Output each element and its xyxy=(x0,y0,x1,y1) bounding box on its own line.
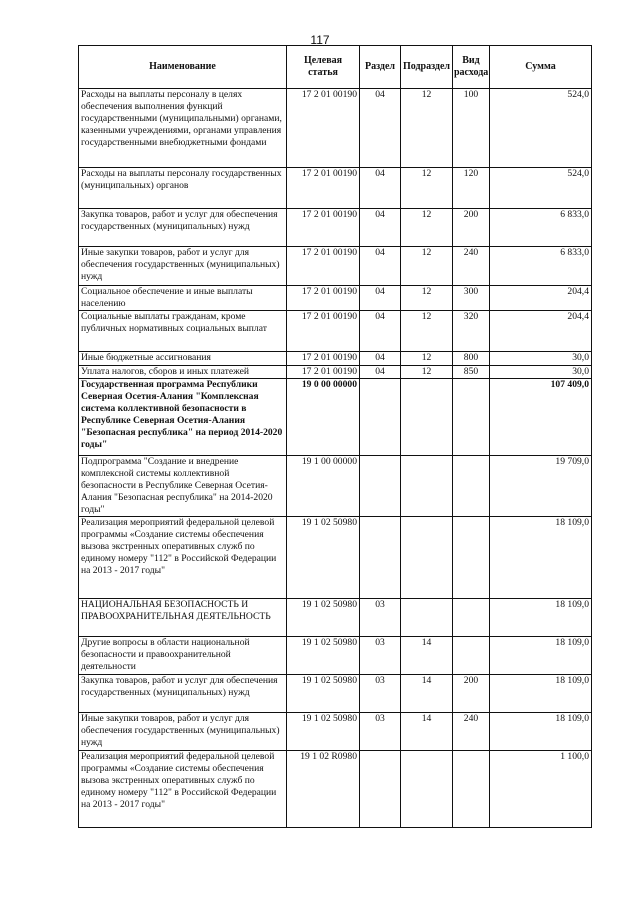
row-amount: 107 409,0 xyxy=(490,379,592,456)
header-sum: Сумма xyxy=(490,46,592,89)
row-section: 03 xyxy=(360,675,401,713)
row-amount: 6 833,0 xyxy=(490,209,592,247)
row-target-article: 17 2 01 00190 xyxy=(287,247,360,286)
row-subsection: 12 xyxy=(401,286,453,311)
row-expense-type: 850 xyxy=(453,366,490,379)
row-section xyxy=(360,379,401,456)
row-section: 04 xyxy=(360,352,401,366)
table-row xyxy=(79,209,592,247)
row-target-article: 17 2 01 00190 xyxy=(287,366,360,379)
row-subsection: 12 xyxy=(401,247,453,286)
header-name: Наименование xyxy=(79,46,287,89)
row-amount: 18 109,0 xyxy=(490,713,592,751)
row-name: Закупка товаров, работ и услуг для обеспечения государственных (муниципальных) нужд xyxy=(79,675,287,713)
row-target-article: 19 1 00 00000 xyxy=(287,456,360,517)
row-expense-type: 800 xyxy=(453,352,490,366)
row-section: 04 xyxy=(360,89,401,168)
row-target-article: 19 1 02 50980 xyxy=(287,675,360,713)
row-expense-type: 320 xyxy=(453,311,490,352)
row-target-article: 19 1 02 50980 xyxy=(287,517,360,599)
row-subsection: 14 xyxy=(401,713,453,751)
row-name: Государственная программа Республики Северная Осетия-Алания "Комплексная система коллективной безопасности в Республике Северная Осетия-Алания "Безопасная республика" на период 2014-2020 годы" xyxy=(79,379,287,456)
row-amount: 30,0 xyxy=(490,352,592,366)
row-expense-type: 100 xyxy=(453,89,490,168)
row-name: Иные закупки товаров, работ и услуг для обеспечения государственных (муниципальных) нужд xyxy=(79,247,287,286)
row-subsection: 12 xyxy=(401,311,453,352)
table-row xyxy=(79,286,592,311)
row-target-article: 17 2 01 00190 xyxy=(287,286,360,311)
row-section xyxy=(360,751,401,828)
row-section: 04 xyxy=(360,168,401,209)
row-name: Иные бюджетные ассигнования xyxy=(79,352,287,366)
row-expense-type: 200 xyxy=(453,209,490,247)
row-name: Расходы на выплаты персоналу государственных (муниципальных) органов xyxy=(79,168,287,209)
header-expense-type: Вид расхода xyxy=(453,46,490,89)
header-subsection: Подраздел xyxy=(401,46,453,89)
row-target-article: 19 1 02 50980 xyxy=(287,637,360,675)
row-section: 03 xyxy=(360,713,401,751)
budget-table xyxy=(78,45,592,828)
row-subsection: 12 xyxy=(401,89,453,168)
row-expense-type xyxy=(453,637,490,675)
row-section: 04 xyxy=(360,366,401,379)
row-amount: 524,0 xyxy=(490,89,592,168)
table-row xyxy=(79,637,592,675)
row-expense-type: 240 xyxy=(453,247,490,286)
row-subsection xyxy=(401,751,453,828)
table-row xyxy=(79,247,592,286)
row-subsection: 14 xyxy=(401,637,453,675)
row-target-article: 19 0 00 00000 xyxy=(287,379,360,456)
row-amount: 204,4 xyxy=(490,286,592,311)
row-name: Подпрограмма "Создание и внедрение комплексной системы коллективной безопасности в Республике Северная Осетия-Алания "Безопасная республика" на 2014-2020 годы" xyxy=(79,456,287,517)
table-header-row xyxy=(79,46,592,89)
row-expense-type xyxy=(453,456,490,517)
row-expense-type: 200 xyxy=(453,675,490,713)
row-amount: 18 109,0 xyxy=(490,517,592,599)
row-section xyxy=(360,456,401,517)
row-section xyxy=(360,517,401,599)
row-subsection: 14 xyxy=(401,675,453,713)
table-row xyxy=(79,366,592,379)
row-name: Закупка товаров, работ и услуг для обеспечения государственных (муниципальных) нужд xyxy=(79,209,287,247)
row-expense-type xyxy=(453,751,490,828)
table-row xyxy=(79,713,592,751)
row-target-article: 17 2 01 00190 xyxy=(287,89,360,168)
row-amount: 18 109,0 xyxy=(490,675,592,713)
row-expense-type: 240 xyxy=(453,713,490,751)
table-row xyxy=(79,89,592,168)
header-target-article: Целевая статья xyxy=(287,46,360,89)
row-amount: 18 109,0 xyxy=(490,599,592,637)
row-subsection: 12 xyxy=(401,209,453,247)
row-expense-type xyxy=(453,599,490,637)
row-subsection xyxy=(401,517,453,599)
row-name: НАЦИОНАЛЬНАЯ БЕЗОПАСНОСТЬ И ПРАВООХРАНИТЕЛЬНАЯ ДЕЯТЕЛЬНОСТЬ xyxy=(79,599,287,637)
row-amount: 204,4 xyxy=(490,311,592,352)
table-row xyxy=(79,379,592,456)
row-amount: 6 833,0 xyxy=(490,247,592,286)
page-number: 117 xyxy=(310,33,330,47)
row-name: Социальное обеспечение и иные выплаты населению xyxy=(79,286,287,311)
row-name: Реализация мероприятий федеральной целевой программы «Создание системы обеспечения вызова экстренных оперативных служб по единому номеру "112" в Российской Федерации на 2013 - 2017 годы" xyxy=(79,751,287,828)
row-amount: 30,0 xyxy=(490,366,592,379)
row-name: Иные закупки товаров, работ и услуг для обеспечения государственных (муниципальных) нужд xyxy=(79,713,287,751)
row-target-article: 19 1 02 50980 xyxy=(287,713,360,751)
row-name: Реализация мероприятий федеральной целевой программы «Создание системы обеспечения вызова экстренных оперативных служб по единому номеру "112" в Российской Федерации на 2013 - 2017 годы" xyxy=(79,517,287,599)
row-name: Другие вопросы в области национальной безопасности и правоохранительной деятельности xyxy=(79,637,287,675)
table-body xyxy=(79,89,592,828)
table-row xyxy=(79,168,592,209)
row-subsection: 12 xyxy=(401,168,453,209)
row-section: 04 xyxy=(360,311,401,352)
row-expense-type xyxy=(453,517,490,599)
row-target-article: 17 2 01 00190 xyxy=(287,168,360,209)
row-amount: 19 709,0 xyxy=(490,456,592,517)
header-section: Раздел xyxy=(360,46,401,89)
table-row xyxy=(79,517,592,599)
table-row xyxy=(79,751,592,828)
row-subsection: 12 xyxy=(401,366,453,379)
row-section: 03 xyxy=(360,599,401,637)
row-subsection xyxy=(401,379,453,456)
table-row xyxy=(79,311,592,352)
row-name: Расходы на выплаты персоналу в целях обеспечения выполнения функций государственными (муниципальными) органами, казенными учреждениями, органами управления государственными внебюджетными фондами xyxy=(79,89,287,168)
row-target-article: 17 2 01 00190 xyxy=(287,209,360,247)
table-row xyxy=(79,599,592,637)
row-expense-type: 300 xyxy=(453,286,490,311)
row-subsection xyxy=(401,599,453,637)
row-target-article: 19 1 02 R0980 xyxy=(287,751,360,828)
row-subsection xyxy=(401,456,453,517)
row-section: 04 xyxy=(360,247,401,286)
row-amount: 18 109,0 xyxy=(490,637,592,675)
row-section: 03 xyxy=(360,637,401,675)
row-amount: 524,0 xyxy=(490,168,592,209)
row-expense-type: 120 xyxy=(453,168,490,209)
row-section: 04 xyxy=(360,286,401,311)
table-row xyxy=(79,456,592,517)
row-target-article: 17 2 01 00190 xyxy=(287,311,360,352)
table-row xyxy=(79,675,592,713)
row-name: Уплата налогов, сборов и иных платежей xyxy=(79,366,287,379)
table-row xyxy=(79,352,592,366)
row-amount: 1 100,0 xyxy=(490,751,592,828)
row-name: Социальные выплаты гражданам, кроме публичных нормативных социальных выплат xyxy=(79,311,287,352)
row-subsection: 12 xyxy=(401,352,453,366)
row-section: 04 xyxy=(360,209,401,247)
row-target-article: 19 1 02 50980 xyxy=(287,599,360,637)
row-target-article: 17 2 01 00190 xyxy=(287,352,360,366)
row-expense-type xyxy=(453,379,490,456)
